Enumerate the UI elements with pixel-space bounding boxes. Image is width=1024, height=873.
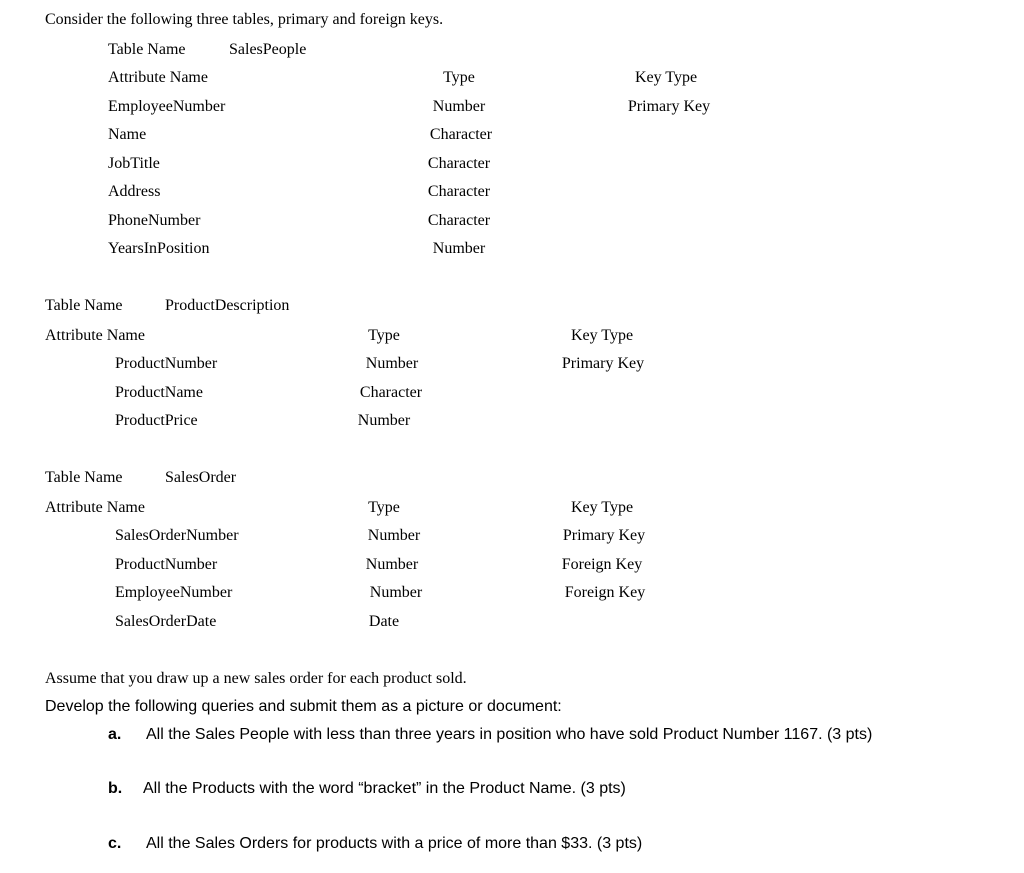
attribute-cell: ProductPrice <box>115 412 198 429</box>
query-label: b. <box>108 780 123 797</box>
table-name-label: Table Name <box>108 41 186 58</box>
table-name-label: Table Name <box>45 469 123 486</box>
query-text: All the Sales Orders for products with a price of more than $33. (3 pts) <box>146 835 643 852</box>
instruction-text: Develop the following queries and submit them as a picture or document: <box>45 698 562 715</box>
type-cell: Number <box>367 527 421 544</box>
key-type-header: Key Type <box>634 69 698 86</box>
attribute-cell: Name <box>108 126 147 143</box>
attribute-cell: PhoneNumber <box>108 212 201 229</box>
type-cell: Number <box>365 556 419 573</box>
attribute-cell: ProductName <box>115 384 203 401</box>
type-cell: Number <box>432 240 486 257</box>
type-cell: Character <box>429 126 493 143</box>
attribute-name-header: Attribute Name <box>45 499 145 516</box>
attribute-cell: ProductNumber <box>115 556 218 573</box>
key-type-header: Key Type <box>570 327 634 344</box>
attribute-cell: ProductNumber <box>115 355 218 372</box>
type-cell: Number <box>432 98 486 115</box>
attribute-cell: SalesOrderDate <box>115 613 217 630</box>
attribute-cell: SalesOrderNumber <box>115 527 239 544</box>
attribute-cell: Address <box>108 183 161 200</box>
key-type-cell: Primary Key <box>562 527 646 544</box>
query-label: a. <box>108 726 122 743</box>
type-header: Type <box>443 69 475 86</box>
key-type-cell: Foreign Key <box>561 556 643 573</box>
type-cell: Number <box>357 412 411 429</box>
attribute-cell: YearsInPosition <box>108 240 210 257</box>
attribute-name-header: Attribute Name <box>45 327 145 344</box>
type-cell: Character <box>359 384 423 401</box>
assumption-text: Assume that you draw up a new sales order for each product sold. <box>45 670 467 687</box>
type-header: Type <box>368 327 400 344</box>
type-cell: Number <box>365 355 419 372</box>
type-cell: Date <box>368 613 400 630</box>
attribute-cell: JobTitle <box>108 155 160 172</box>
query-text: All the Sales People with less than three years in position who have sold Product Number 1167. (3 pts) <box>146 726 873 743</box>
type-cell: Character <box>427 212 491 229</box>
table-name: ProductDescription <box>165 297 290 314</box>
type-cell: Number <box>369 584 423 601</box>
attribute-cell: EmployeeNumber <box>115 584 233 601</box>
attribute-name-header: Attribute Name <box>108 69 208 86</box>
table-name: SalesPeople <box>229 41 307 58</box>
query-text: All the Products with the word “bracket” in the Product Name. (3 pts) <box>143 780 626 797</box>
key-type-cell: Foreign Key <box>564 584 646 601</box>
type-cell: Character <box>427 183 491 200</box>
query-label: c. <box>108 835 122 852</box>
table-name-label: Table Name <box>45 297 123 314</box>
key-type-cell: Primary Key <box>561 355 645 372</box>
table-name: SalesOrder <box>165 469 237 486</box>
type-cell: Character <box>427 155 491 172</box>
type-header: Type <box>368 499 400 516</box>
intro-text: Consider the following three tables, primary and foreign keys. <box>45 11 444 28</box>
key-type-cell: Primary Key <box>627 98 711 115</box>
key-type-header: Key Type <box>570 499 634 516</box>
attribute-cell: EmployeeNumber <box>108 98 226 115</box>
